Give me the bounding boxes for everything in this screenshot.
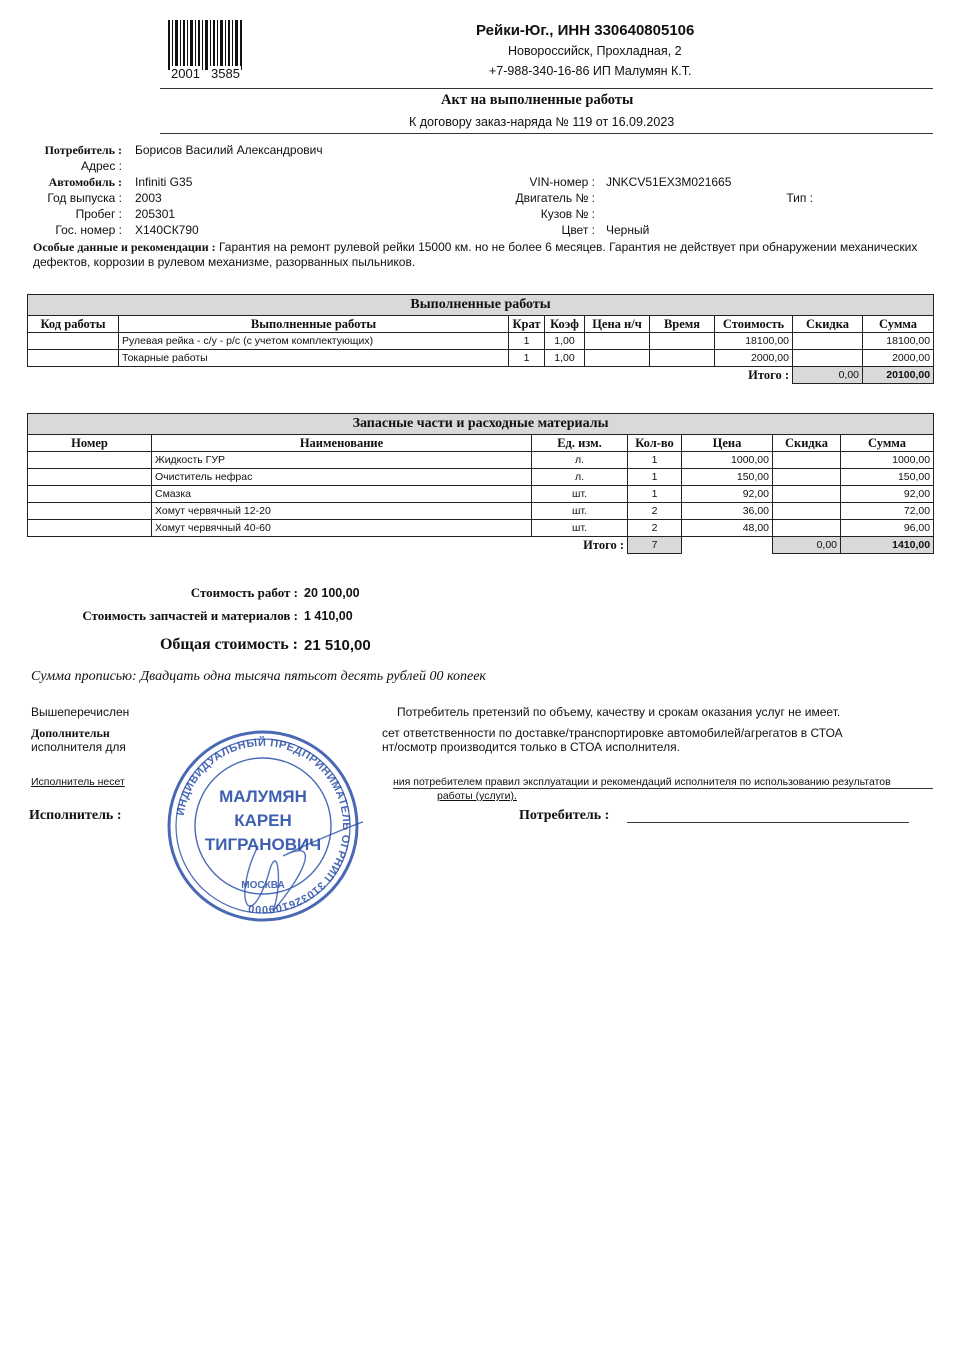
works-total-row [28, 367, 934, 384]
cell-discount [793, 333, 863, 350]
works-caption: Выполненные работы [28, 295, 934, 316]
works-total-discount: 0,00 [793, 367, 863, 384]
notes-value: Гарантия на ремонт рулевой рейки 15000 км. но не более 6 месяцев. Гарантия не действует при обнаружении механических дефектов, коррозии в рулевом механизме, разорванных пыльников. [33, 240, 918, 269]
barcode-left-digits: 2001 [171, 66, 200, 81]
terms-line4-right: ния потребителем правил эксплуатации и рекомендаций исполнителя по использованию результатов [393, 776, 891, 788]
consumer-signature-line [627, 822, 909, 823]
cell-name: Очиститель нефрас [152, 469, 532, 486]
parts-col-unit: Ед. изм. [532, 435, 628, 452]
table-row [28, 486, 934, 503]
vin-label: VIN-номер : [529, 175, 595, 189]
cell-discount [773, 520, 841, 537]
cell-price: 1000,00 [682, 452, 773, 469]
header-divider-top [160, 88, 933, 89]
header-divider-bottom [160, 133, 933, 134]
stamp [163, 726, 363, 926]
terms-line3-right: нт/осмотр производится только в СТОА исполнителя. [382, 740, 680, 754]
company-address: Новороссийск, Прохладная, 2 [508, 44, 682, 58]
works-col-time: Время [650, 316, 715, 333]
engine-label: Двигатель № : [515, 191, 595, 205]
cell-name: Рулевая рейка - с/у - р/с (с учетом комплектующих) [119, 333, 509, 350]
total-cost-label: Общая стоимость : [159, 636, 298, 653]
parts-total-label: Итого : [583, 537, 624, 552]
parts-col-qty: Кол-во [628, 435, 682, 452]
company-phone: +7-988-340-16-86 ИП Малумян К.Т. [489, 64, 692, 78]
cell-num [28, 469, 152, 486]
type-label: Тип : [786, 191, 813, 205]
stamp-ring-text: ИНДИВИДУАЛЬНЫЙ ПРЕДПРИНИМАТЕЛЬ ОГРНИП 310326109000 [174, 736, 353, 916]
cell-time [650, 350, 715, 367]
cell-price: 48,00 [682, 520, 773, 537]
cell-cost: 18100,00 [715, 333, 793, 350]
works-cost-label: Стоимость работ : [190, 585, 298, 600]
car-label: Автомобиль : [48, 175, 122, 189]
works-col-price: Цена н/ч [585, 316, 650, 333]
terms-underline [393, 788, 933, 789]
cell-unit: л. [532, 452, 628, 469]
cell-code [28, 333, 119, 350]
terms-line3-left: исполнителя для [31, 740, 126, 754]
cell-price: 92,00 [682, 486, 773, 503]
parts-caption: Запасные части и расходные материалы [28, 414, 934, 435]
doc-title: Акт на выполненные работы [441, 92, 634, 108]
stamp-name-line3: ТИГРАНОВИЧ [204, 835, 322, 854]
executor-label: Исполнитель : [29, 808, 122, 823]
plate-label: Гос. номер : [55, 223, 122, 237]
table-row [28, 452, 934, 469]
parts-col-discount: Скидка [773, 435, 841, 452]
cell-num [28, 503, 152, 520]
works-total-label: Итого : [748, 367, 789, 382]
notes [33, 240, 933, 270]
works-col-cost: Стоимость [715, 316, 793, 333]
year-value: 2003 [135, 191, 162, 205]
cell-discount [793, 350, 863, 367]
parts-cost-label: Стоимость запчастей и материалов : [82, 608, 298, 623]
parts-total-qty: 7 [628, 537, 682, 554]
terms-line5: работы (услуги). [437, 790, 517, 802]
parts-col-num: Номер [28, 435, 152, 452]
cell-num [28, 452, 152, 469]
amount-in-words: Сумма прописью: Двадцать одна тысяча пятьсот десять рублей 00 копеек [31, 669, 486, 684]
cell-name: Токарные работы [119, 350, 509, 367]
cell-price: 36,00 [682, 503, 773, 520]
color-value: Черный [606, 223, 650, 237]
table-row [28, 520, 934, 537]
cell-sum: 18100,00 [863, 333, 934, 350]
cell-num [28, 486, 152, 503]
terms-line2-right: сет ответственности по доставке/транспортировке автомобилей/агрегатов в СТОА [382, 726, 843, 740]
notes-label: Особые данные и рекомендации : [33, 240, 216, 254]
cell-qty: 2 [628, 520, 682, 537]
parts-total-discount: 0,00 [773, 537, 841, 554]
parts-table [27, 413, 934, 554]
cell-price [585, 350, 650, 367]
works-col-discount: Скидка [793, 316, 863, 333]
total-cost-value: 21 510,00 [304, 637, 371, 654]
consumer-label: Потребитель : [44, 143, 122, 157]
parts-col-price: Цена [682, 435, 773, 452]
mileage-value: 205301 [135, 207, 176, 221]
terms-line4-left: Исполнитель несет [31, 776, 125, 788]
cell-unit: шт. [532, 503, 628, 520]
color-label: Цвет : [561, 223, 595, 237]
works-total-sum: 20100,00 [863, 367, 934, 384]
cell-price: 150,00 [682, 469, 773, 486]
parts-col-name: Наименование [152, 435, 532, 452]
body-label: Кузов № : [540, 207, 595, 221]
cell-code [28, 350, 119, 367]
parts-cost-value: 1 410,00 [304, 609, 353, 623]
company-line: Рейки-Юг., ИНН 330640805106 [476, 22, 695, 39]
cell-name: Жидкость ГУР [152, 452, 532, 469]
table-row [28, 333, 934, 350]
cell-time [650, 333, 715, 350]
cell-krat: 1 [509, 333, 545, 350]
cell-koef: 1,00 [545, 350, 585, 367]
works-col-sum: Сумма [863, 316, 934, 333]
cell-sum: 1000,00 [841, 452, 934, 469]
works-table [27, 294, 934, 384]
barcode-right-digits: 3585 [211, 66, 240, 81]
parts-total-sum: 1410,00 [841, 537, 934, 554]
barcode [166, 20, 244, 82]
cell-unit: шт. [532, 486, 628, 503]
parts-total-row [28, 537, 934, 554]
cell-cost: 2000,00 [715, 350, 793, 367]
cell-sum: 92,00 [841, 486, 934, 503]
cell-price [585, 333, 650, 350]
cell-krat: 1 [509, 350, 545, 367]
works-cost-value: 20 100,00 [304, 586, 360, 600]
cell-discount [773, 503, 841, 520]
works-col-code: Код работы [28, 316, 119, 333]
parts-col-sum: Сумма [841, 435, 934, 452]
cell-name: Смазка [152, 486, 532, 503]
terms-line1-left: Вышеперечислен [31, 705, 130, 719]
cell-qty: 1 [628, 469, 682, 486]
stamp-name-line2: КАРЕН [234, 811, 292, 830]
works-header-row [28, 316, 934, 333]
stamp-city: МОСКВА [241, 880, 285, 891]
cell-sum: 150,00 [841, 469, 934, 486]
cell-discount [773, 452, 841, 469]
cell-sum: 96,00 [841, 520, 934, 537]
table-row [28, 469, 934, 486]
cell-num [28, 520, 152, 537]
address-label: Адрес : [80, 159, 122, 173]
cell-name: Хомут червячный 12-20 [152, 503, 532, 520]
vin-value: JNKCV51EX3M021665 [606, 175, 732, 189]
cell-sum: 2000,00 [863, 350, 934, 367]
year-label: Год выпуска : [47, 191, 122, 205]
consumer-value: Борисов Василий Александрович [135, 143, 323, 157]
works-col-krat: Крат [509, 316, 545, 333]
table-row [28, 350, 934, 367]
barcode-bars-icon [166, 20, 244, 70]
cell-qty: 2 [628, 503, 682, 520]
stamp-name-line1: МАЛУМЯН [219, 787, 307, 806]
cell-discount [773, 486, 841, 503]
consumer-signature-label: Потребитель : [519, 808, 610, 823]
cell-discount [773, 469, 841, 486]
table-row [28, 503, 934, 520]
cell-sum: 72,00 [841, 503, 934, 520]
plate-value: Х140СК790 [135, 223, 199, 237]
mileage-label: Пробег : [75, 207, 122, 221]
terms-line1-right: Потребитель претензий по объему, качеству и срокам оказания услуг не имеет. [397, 705, 841, 719]
cell-unit: л. [532, 469, 628, 486]
cell-qty: 1 [628, 452, 682, 469]
cell-name: Хомут червячный 40-60 [152, 520, 532, 537]
cell-unit: шт. [532, 520, 628, 537]
stamp-seal-icon [163, 726, 363, 926]
cell-qty: 1 [628, 486, 682, 503]
works-col-koef: Коэф [545, 316, 585, 333]
car-value: Infiniti G35 [135, 175, 193, 189]
contract-ref: К договору заказ-наряда № 119 от 16.09.2023 [409, 115, 675, 129]
cell-koef: 1,00 [545, 333, 585, 350]
parts-header-row [28, 435, 934, 452]
terms-line2-left: Дополнительн [31, 726, 110, 740]
works-col-name: Выполненные работы [119, 316, 509, 333]
